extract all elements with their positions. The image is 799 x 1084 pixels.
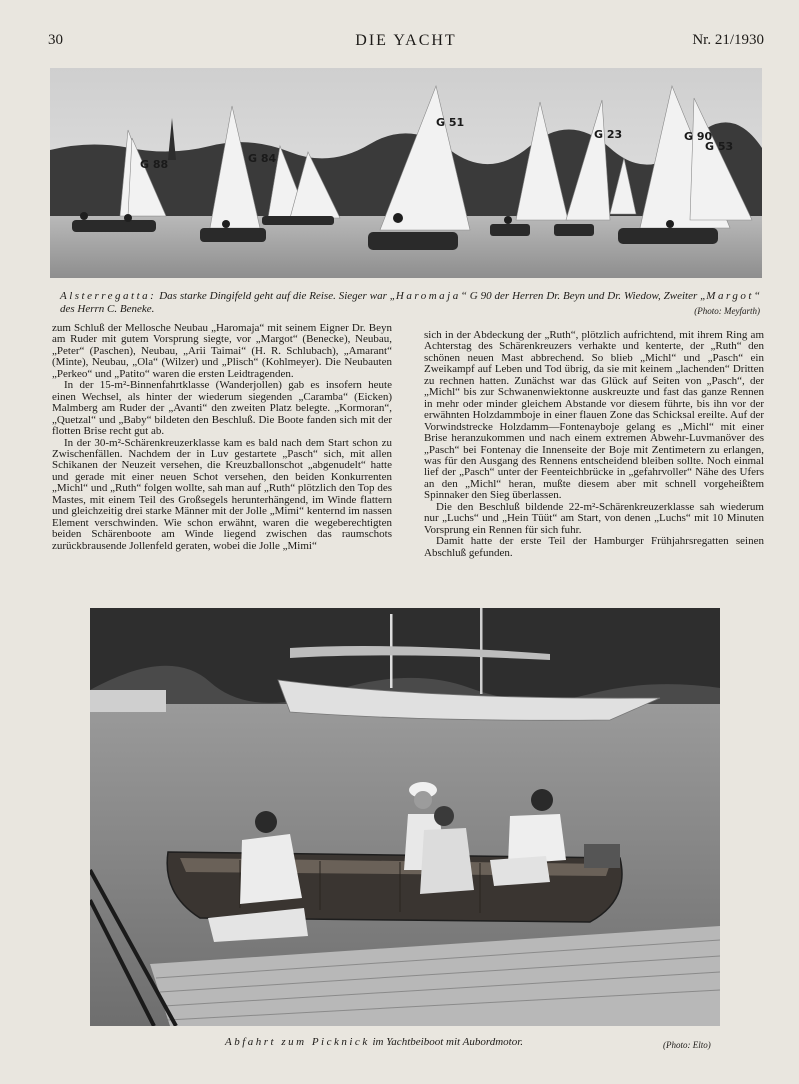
picnic-photo-image [90, 608, 720, 1026]
caption-text: “ G 90 der Herren Dr. Beyn und Dr. Wiedow, Zweiter „ [460, 290, 707, 302]
photo-caption [60, 290, 760, 316]
paragraph: Damit hatte der erste Teil der Hamburger Frühjahrsregatten seinen Abschluß gefunden. [424, 535, 764, 559]
sail-number: G 84 [248, 152, 277, 165]
paragraph: zum Schluß der Mellosche Neubau „Haromaja“ mit seinem Eigner Dr. Beyn am Ruder mit gutem Vorsprung siegte, vor „Margot“ (Benecke), Neubau, „Peter“ (Paschen), Neubau, „Arii Taimai“ (H. R. Schlubach), „Amarant“ (Minte), Neubau, „Ola“ (Wilzer) und „Plisch“ (Kohlmeyer). Die Neubauten „Perkeo“ und „Patito“ waren die ersten Leidtragenden. [52, 322, 392, 380]
caption-boat-name: Haromaja [395, 290, 461, 302]
caption-text: “ des Herrn C. Beneke. [60, 290, 760, 315]
caption-text: im Yachtbeiboot mit Aubordmotor. [369, 1036, 524, 1048]
regatta-photo-image [50, 68, 762, 278]
caption-text: Das starke Dingifeld geht auf die Reise. Sieger war „ [156, 290, 396, 302]
picnic-photo [90, 608, 720, 1026]
sail-number: G 51 [436, 116, 465, 129]
paragraph: sich in der Abdeckung der „Ruth“, plötzlich aufrichtend, mit ihrem Ring am Achterstag des Schärenkreuzers verhakte und kenterte, der „Ruth“ den schönen neuen Mast abbrechend. So blieb „Michl“ und „Pasch“ ein Zweikampf auf Leben und Tod übrig, da sie mit keinem „lachenden“ Dritten zu rechnen hatten. Zunächst war das Glück auf Seiten von „Pasch“, der „Michl“ bis zur Schwanenwiektonne auskreuzte und fast das ganze Rennen in mehr oder minder gleichem Abstande vor diesem führte, bis ihn vor der erwähnten Holzdammboje in einer flauen Zone das Schicksal ereilte. Auf der Vorwindstrecke Holzdamm—Fontenayboje gelang es „Michl“ mit einer Brise heranzukommen und nach einem extremen Abwehr-Luvmanöver des „Pasch“ bei Fontenay die Innenseite der Boje mit Zentimetern zu erlangen, was für den Ausgang des Rennens entscheidend bleiben sollte. Noch einmal lief der „Pasch“ unter der Feenteichbrücke in „gefahrvoller“ Nähe des Ufers an den „Michl“ heran, mußte diesem aber mit schnell vorgeheißtem Spinnaker den Sieg überlassen. [424, 329, 764, 502]
article-column-right [424, 330, 764, 559]
caption-lead: Alsterregatta: [60, 290, 157, 302]
paragraph: In der 30-m²-Schärenkreuzerklasse kam es bald nach dem Start schon zu Zwischenfällen. Nachdem der in Luv gestartete „Pasch“ sich, mit allen Schikanen der Neuzeit versehen, die Kreuzballonschot „abgenudelt“ hatte und gerade mit einer neuen Schot versehen, den beiden Konkurrenten „Michl“ und „Ruth“ folgen wollte, sah man auf „Ruth“ plötzlich den Top des Mastes, mit einem Teil des Großsegels herunterhängend, im Winde flattern und gleichzeitig drei starke Männer mit der Jolle „Mimi“ kenternd im nassen Element verschwinden. Wie schon erwähnt, waren die wegeberechtigten beiden Schärenboote am Winde liegend zwischen das raumschots zurückbrausende Jollenfeld geraten, wobei die Jolle „Mimi“ [52, 436, 392, 552]
caption-boat-name: Margot [706, 290, 754, 302]
sail-number: G 53 [705, 140, 734, 153]
photo-credit: (Photo: Elto) [663, 1040, 711, 1050]
page-number: 30 [48, 32, 63, 48]
issue-number: Nr. 21/1930 [692, 32, 764, 48]
photo-caption [225, 1036, 645, 1049]
running-header [48, 32, 764, 54]
sail-number: G 90 [684, 130, 713, 143]
regatta-photo [50, 68, 762, 278]
paragraph: Die den Beschluß bildende 22-m²-Schärenkreuzerklasse sah wiederum nur „Luchs“ und „Hein Tüüt“ am Start, von denen „Luchs“ mit 10 Minuten Vorsprung ein Rennen für sich fuhr. [424, 500, 764, 536]
photo-credit: (Photo: Meyfarth) [694, 306, 760, 316]
article-column-left [52, 323, 392, 552]
paragraph: In der 15-m²-Binnenfahrtklasse (Wanderjollen) gab es insofern heute einen Wechsel, als hinter der wiederum siegenden „Caramba“ (Eicken) Malmberg am Ruder der „Avanti“ den zweiten Platz belegte. „Kormoran“, „Quetzal“ und „Baby“ bildeten den Beschluß. Die Boote fanden sich mit der flotten Brise recht gut ab. [52, 379, 392, 438]
sail-number: G 23 [594, 128, 623, 141]
sail-number: G 88 [140, 158, 169, 171]
journal-title: DIE YACHT [355, 32, 457, 49]
caption-lead: Abfahrt zum Picknick [225, 1036, 370, 1048]
